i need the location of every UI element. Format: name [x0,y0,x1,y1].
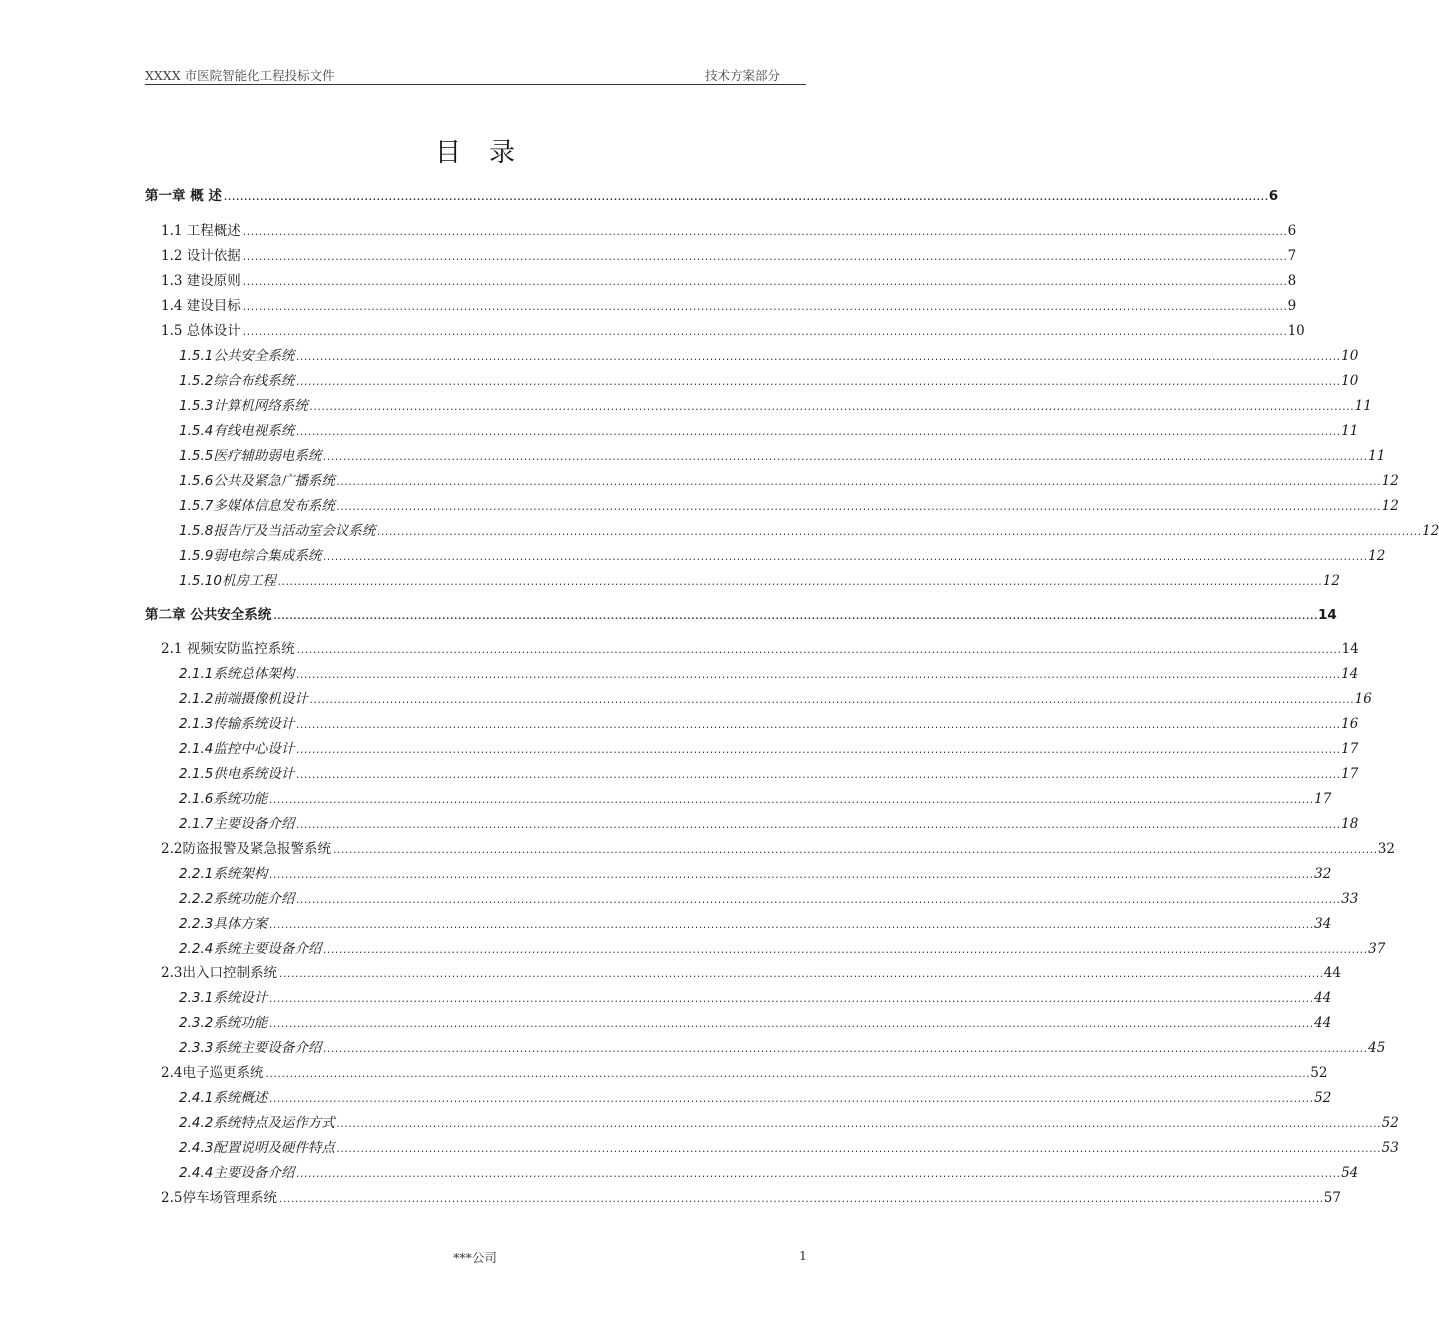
toc-subsection-entry[interactable] [179,422,1359,440]
toc-entry-page-number: 12 [1422,523,1439,539]
toc-dot-leader: .................................................................................................................................................................................................................................................................... [241,328,1287,338]
toc-dot-leader: .................................................................................................................................................................................................................................................................... [335,1120,1381,1130]
toc-entry-page-number: 52 [1381,1115,1399,1131]
toc-entry-page-number: 44 [1314,990,1332,1006]
toc-entry-label: 2.2防盗报警及紧急报警系统 [161,841,331,857]
toc-dot-leader: .................................................................................................................................................................................................................................................................... [376,528,1422,538]
toc-dot-leader: .................................................................................................................................................................................................................................................................... [241,278,1287,288]
toc-dot-leader: .................................................................................................................................................................................................................................................................... [277,970,1323,980]
toc-entry-label: 2.1.1系统总体架构 [179,666,295,682]
toc-entry-label: 2.3.3系统主要设备介绍 [179,1040,322,1056]
toc-dot-leader: .................................................................................................................................................................................................................................................................... [222,193,1268,203]
toc-dot-leader: .................................................................................................................................................................................................................................................................... [277,1195,1323,1205]
toc-entry-label: 1.1 工程概述 [161,223,241,239]
toc-dot-leader: .................................................................................................................................................................................................................................................................... [322,1045,1368,1055]
toc-entry-label: 1.5.1公共安全系统 [179,348,295,364]
toc-entry-label: 1.5.2综合布线系统 [179,373,295,389]
toc-entry-label: 2.4.3配置说明及硬件特点 [179,1140,335,1156]
toc-dot-leader: .................................................................................................................................................................................................................................................................... [335,503,1381,513]
toc-entry-label: 2.1.5供电系统设计 [179,766,295,782]
toc-entry-page-number: 12 [1381,473,1399,489]
toc-dot-leader: .................................................................................................................................................................................................................................................................... [241,253,1287,263]
toc-dot-leader: .................................................................................................................................................................................................................................................................... [322,553,1368,563]
toc-dot-leader: .................................................................................................................................................................................................................................................................... [295,1170,1341,1180]
toc-section-entry[interactable] [161,297,1297,315]
toc-dot-leader: .................................................................................................................................................................................................................................................................... [295,671,1341,681]
toc-dot-leader: .................................................................................................................................................................................................................................................................... [268,995,1314,1005]
toc-entry-label: 2.4.2系统特点及运作方式 [179,1115,335,1131]
toc-subsection-entry[interactable] [179,915,1332,933]
footer-company: ***公司 [453,1250,497,1265]
toc-dot-leader: .................................................................................................................................................................................................................................................................... [308,403,1354,413]
toc-section-entry[interactable] [161,222,1297,240]
toc-dot-leader: .................................................................................................................................................................................................................................................................... [295,771,1341,781]
toc-subsection-entry[interactable] [179,1089,1332,1107]
toc-dot-leader: .................................................................................................................................................................................................................................................................... [268,921,1314,931]
toc-entry-page-number: 14 [1341,641,1359,657]
toc-dot-leader: .................................................................................................................................................................................................................................................................... [331,846,1377,856]
toc-entry-label: 1.3 建设原则 [161,273,241,289]
toc-entry-page-number: 32 [1314,866,1332,882]
toc-entry-label: 2.2.2系统功能介绍 [179,891,295,907]
toc-entry-label: 2.1.7主要设备介绍 [179,816,295,832]
toc-entry-label: 1.5 总体设计 [161,323,241,339]
toc-entry-page-number: 57 [1323,1190,1341,1206]
toc-entry-label: 2.2.1系统架构 [179,866,268,882]
toc-subsection-entry[interactable] [179,1164,1359,1182]
toc-entry-page-number: 37 [1368,941,1386,957]
toc-dot-leader: .................................................................................................................................................................................................................................................................... [268,871,1314,881]
toc-subsection-entry[interactable] [179,1139,1399,1157]
toc-entry-page-number: 44 [1314,1015,1332,1031]
toc-entry-label: 2.1.2前端摄像机设计 [179,691,308,707]
toc-dot-leader: .................................................................................................................................................................................................................................................................... [308,696,1354,706]
toc-subsection-entry[interactable] [179,740,1359,758]
toc-subsection-entry[interactable] [179,372,1359,390]
toc-dot-leader: .................................................................................................................................................................................................................................................................... [241,228,1287,238]
toc-entry-page-number: 12 [1322,573,1340,589]
toc-section-entry[interactable] [161,1064,1328,1082]
toc-subsection-entry[interactable] [179,890,1359,908]
toc-section-entry[interactable] [161,272,1297,290]
toc-entry-label: 2.2.3具体方案 [179,916,268,932]
toc-subsection-entry[interactable] [179,815,1359,833]
toc-entry-label: 第一章 概 述 [145,188,222,204]
toc-entry-page-number: 7 [1287,248,1297,264]
toc-dot-leader: .................................................................................................................................................................................................................................................................... [268,796,1314,806]
toc-dot-leader: .................................................................................................................................................................................................................................................................... [295,378,1341,388]
toc-section-entry[interactable] [161,322,1305,340]
toc-entry-page-number: 16 [1341,716,1359,732]
toc-entry-page-number: 33 [1341,891,1359,907]
toc-entry-page-number: 16 [1354,691,1372,707]
toc-subsection-entry[interactable] [179,665,1359,683]
toc-subsection-entry[interactable] [179,989,1332,1007]
toc-subsection-entry[interactable] [179,715,1359,733]
header-document-title: XXXX 市医院智能化工程投标文件 [145,68,335,83]
toc-subsection-entry[interactable] [179,522,1439,540]
toc-section-entry[interactable] [161,840,1395,858]
toc-entry-label: 1.5.7多媒体信息发布系统 [179,498,335,514]
toc-subsection-entry[interactable] [179,497,1399,515]
toc-entry-page-number: 14 [1318,607,1337,623]
toc-entry-page-number: 18 [1341,816,1359,832]
toc-entry-label: 1.5.4有线电视系统 [179,423,295,439]
toc-subsection-entry[interactable] [179,940,1386,958]
toc-entry-label: 2.2.4系统主要设备介绍 [179,941,322,957]
toc-section-entry[interactable] [161,640,1359,658]
toc-entry-label: 2.4.1系统概述 [179,1090,268,1106]
toc-dot-leader: .................................................................................................................................................................................................................................................................... [272,612,1318,622]
toc-dot-leader: .................................................................................................................................................................................................................................................................... [295,428,1341,438]
toc-entry-label: 1.5.8报告厅及当活动室会议系统 [179,523,376,539]
toc-entry-label: 第二章 公共安全系统 [145,607,272,623]
toc-entry-page-number: 17 [1341,741,1359,757]
toc-dot-leader: .................................................................................................................................................................................................................................................................... [268,1020,1314,1030]
toc-entry-page-number: 54 [1341,1165,1359,1181]
toc-dot-leader: .................................................................................................................................................................................................................................................................... [276,578,1322,588]
toc-entry-label: 1.5.5医疗辅助弱电系统 [179,448,322,464]
toc-entry-label: 1.2 设计依据 [161,248,241,264]
toc-entry-label: 2.1.3传输系统设计 [179,716,295,732]
toc-entry-label: 1.5.6公共及紧急广播系统 [179,473,335,489]
toc-entry-page-number: 11 [1354,398,1372,414]
toc-entry-page-number: 11 [1341,423,1359,439]
toc-entry-page-number: 17 [1314,791,1332,807]
toc-subsection-entry[interactable] [179,865,1332,883]
page-header [145,66,806,85]
toc-dot-leader: .................................................................................................................................................................................................................................................................... [295,353,1341,363]
toc-dot-leader: .................................................................................................................................................................................................................................................................... [295,821,1341,831]
toc-subsection-entry[interactable] [179,690,1372,708]
toc-entry-page-number: 44 [1323,965,1341,981]
toc-dot-leader: .................................................................................................................................................................................................................................................................... [268,1095,1314,1105]
toc-dot-leader: .................................................................................................................................................................................................................................................................... [295,896,1341,906]
toc-subsection-entry[interactable] [179,1014,1332,1032]
footer-page-number: 1 [799,1248,807,1263]
toc-subsection-entry[interactable] [179,397,1372,415]
toc-entry-label: 1.5.3计算机网络系统 [179,398,308,414]
toc-entry-label: 2.3.2系统功能 [179,1015,268,1031]
toc-entry-page-number: 17 [1341,766,1359,782]
toc-entry-page-number: 52 [1314,1090,1332,1106]
toc-section-entry[interactable] [161,964,1341,982]
toc-subsection-entry[interactable] [179,472,1399,490]
toc-entry-page-number: 10 [1341,348,1359,364]
toc-entry-label: 2.4.4主要设备介绍 [179,1165,295,1181]
toc-subsection-entry[interactable] [179,347,1359,365]
toc-entry-label: 2.1.6系统功能 [179,791,268,807]
toc-entry-page-number: 53 [1381,1140,1399,1156]
toc-dot-leader: .................................................................................................................................................................................................................................................................... [241,303,1287,313]
toc-entry-page-number: 8 [1287,273,1297,289]
header-section-name: 技术方案部分 [704,68,780,83]
toc-subsection-entry[interactable] [179,1114,1399,1132]
toc-dot-leader: .................................................................................................................................................................................................................................................................... [295,646,1341,656]
toc-entry-label: 1.4 建设目标 [161,298,241,314]
toc-entry-page-number: 14 [1341,666,1359,682]
toc-subsection-entry[interactable] [179,572,1340,590]
toc-entry-label: 2.1.4监控中心设计 [179,741,295,757]
toc-entry-page-number: 32 [1377,841,1395,857]
toc-entry-page-number: 52 [1310,1065,1328,1081]
toc-entry-page-number: 12 [1381,498,1399,514]
toc-subsection-entry[interactable] [179,547,1386,565]
toc-entry-page-number: 11 [1368,448,1386,464]
toc-chapter-entry[interactable] [145,187,1279,205]
toc-entry-label: 2.1 视频安防监控系统 [161,641,295,657]
toc-entry-label: 1.5.10机房工程 [179,573,276,589]
toc-entry-label: 2.3.1系统设计 [179,990,268,1006]
toc-subsection-entry[interactable] [179,447,1386,465]
toc-entry-page-number: 6 [1268,188,1279,204]
toc-chapter-entry[interactable] [145,606,1337,624]
toc-section-entry[interactable] [161,247,1297,265]
toc-subsection-entry[interactable] [179,765,1359,783]
toc-entry-page-number: 45 [1368,1040,1386,1056]
toc-entry-page-number: 9 [1287,298,1297,314]
toc-section-entry[interactable] [161,1189,1341,1207]
toc-entry-page-number: 6 [1287,223,1297,239]
toc-entry-page-number: 10 [1287,323,1305,339]
toc-dot-leader: .................................................................................................................................................................................................................................................................... [264,1070,1310,1080]
toc-entry-page-number: 12 [1368,548,1386,564]
toc-title: 目录 [434,138,543,168]
toc-entry-label: 1.5.9弱电综合集成系统 [179,548,322,564]
toc-subsection-entry[interactable] [179,1039,1386,1057]
toc-entry-page-number: 10 [1341,373,1359,389]
toc-entry-label: 2.3出入口控制系统 [161,965,277,981]
toc-dot-leader: .................................................................................................................................................................................................................................................................... [322,946,1368,956]
toc-dot-leader: .................................................................................................................................................................................................................................................................... [335,478,1381,488]
toc-subsection-entry[interactable] [179,790,1332,808]
toc-entry-label: 2.5停车场管理系统 [161,1190,277,1206]
toc-entry-page-number: 34 [1314,916,1332,932]
toc-dot-leader: .................................................................................................................................................................................................................................................................... [295,721,1341,731]
toc-dot-leader: .................................................................................................................................................................................................................................................................... [322,453,1368,463]
toc-dot-leader: .................................................................................................................................................................................................................................................................... [295,746,1341,756]
toc-entry-label: 2.4电子巡更系统 [161,1065,264,1081]
toc-dot-leader: .................................................................................................................................................................................................................................................................... [335,1145,1381,1155]
